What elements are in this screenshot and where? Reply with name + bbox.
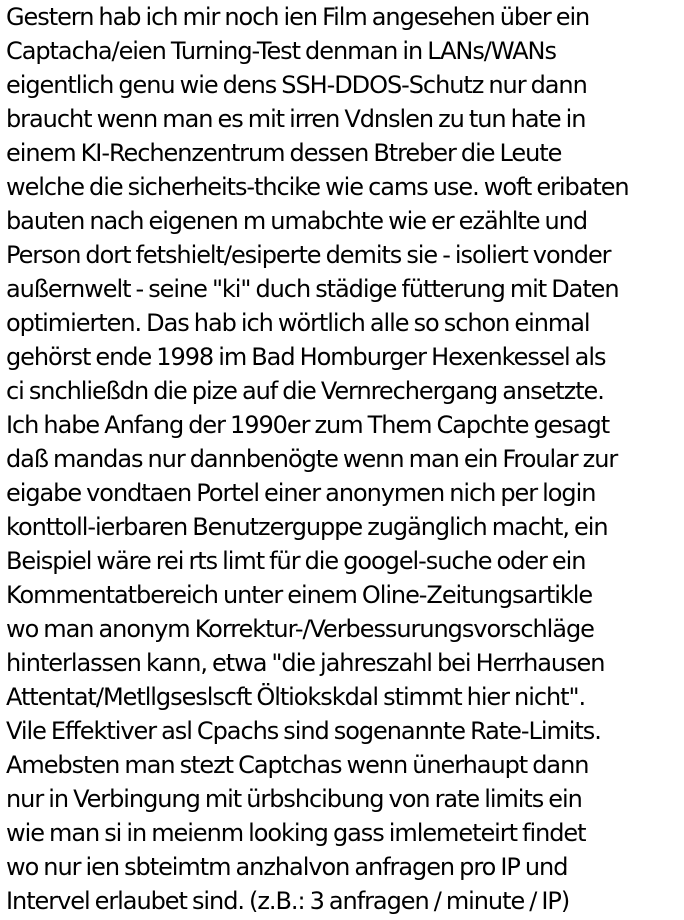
text-line-15: eigabe vondtaen Portel einer anonymen nich per login xyxy=(6,479,596,507)
text-line-10: optimierten. Das hab ich wörtlich alle so schon einmal xyxy=(6,309,590,337)
text-line-14: daß mandas nur dannbenögte wenn man ein Froular zur xyxy=(6,445,618,473)
text-line-16: konttoll-ierbaren Benutzerguppe zugänglich macht, ein xyxy=(6,513,608,541)
text-line-6: welche die sicherheits-thcike wie cams use. woft eribaten xyxy=(6,173,629,201)
text-line-21: Attentat/Metllgseslscft Öltiokskdal stimmt hier nicht". xyxy=(6,683,586,711)
text-line-3: eigentlich genu wie dens SSH-DDOS-Schutz nur dann xyxy=(6,71,587,99)
text-line-25: wie man si in meienm looking gass imlemeteirt findet xyxy=(6,819,586,847)
text-line-1: Gestern hab ich mir noch ien Film angesehen über ein xyxy=(6,3,590,31)
text-line-2: Captacha/eien Turning-Test denman in LANs/WANs xyxy=(6,37,556,65)
text-line-20: hinterlassen kann, etwa "die jahreszahl bei Herrhausen xyxy=(6,649,605,677)
text-line-27: Intervel erlaubet sind. (z.B.: 3 anfragen / minute / IP) xyxy=(6,887,570,915)
text-line-8: Person dort fetshielt/esiperte demits sie - isoliert vonder xyxy=(6,241,611,269)
document-page xyxy=(6,0,682,920)
text-line-17: Beispiel wäre rei rts limt für die googel-suche oder ein xyxy=(6,547,586,575)
text-line-9: außernwelt - seine "ki" duch städige fütterung mit Daten xyxy=(6,275,619,303)
text-line-5: einem KI-Rechenzentrum dessen Btreber die Leute xyxy=(6,139,562,167)
text-line-4: braucht wenn man es mit irren Vdnslen zu tun hate in xyxy=(6,105,586,133)
text-line-13: Ich habe Anfang der 1990er zum Them Capchte gesagt xyxy=(6,411,610,439)
text-line-26: wo nur ien sbteimtm anzhalvon anfragen pro IP und xyxy=(6,853,568,881)
text-line-23: Amebsten man stezt Captchas wenn ünerhaupt dann xyxy=(6,751,589,779)
text-line-24: nur in Verbingung mit ürbshcibung von rate limits ein xyxy=(6,785,582,813)
text-line-7: bauten nach eigenen m umabchte wie er ezählte und xyxy=(6,207,588,235)
text-line-22: Vile Effektiver asl Cpachs sind sogenannte Rate-Limits. xyxy=(6,717,601,745)
text-line-11: gehörst ende 1998 im Bad Homburger Hexenkessel als xyxy=(6,343,606,371)
text-line-18: Kommentatbereich unter einem Oline-Zeitungsartikle xyxy=(6,581,593,609)
text-line-19: wo man anonym Korrektur-/Verbessurungsvorschläge xyxy=(6,615,594,643)
text-line-12: ci snchließdn die pize auf die Vernrechergang ansetzte. xyxy=(6,377,604,405)
